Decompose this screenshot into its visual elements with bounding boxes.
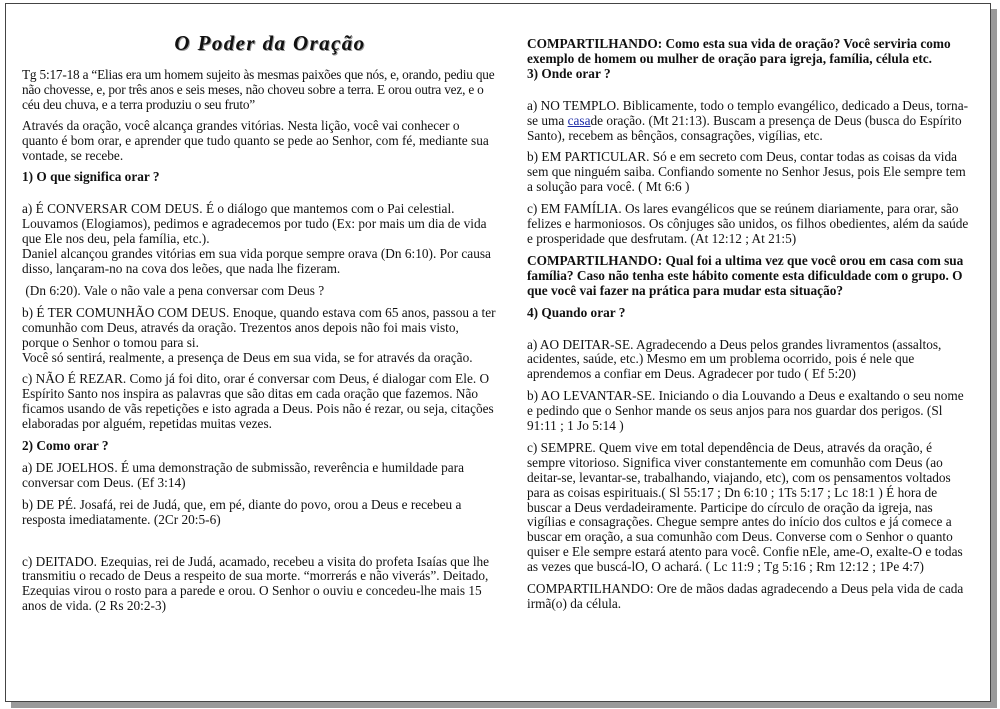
heading-what-is-prayer: 1) O que significa orar ? bbox=[22, 169, 160, 185]
intro-verse: Tg 5:17-18 a “Elias era um homem sujeito às mesmas paixões que nós, e, orando, pediu que não chovesse, e, por três anos e seis meses, não choveu sobre a terra. E orou outra vez, e o céu deu chuva, e a terra produziu o seu fruto” bbox=[22, 67, 495, 112]
document-title: O Poder da Oração bbox=[174, 31, 366, 55]
para-2c: c) DEITADO. Ezequias, rei de Judá, acamado, recebeu a visita do profeta Isaías que lhe transmitiu o recado de Deus a respeito de sua morte. “morrerás e não viverás”. Deitado, Ezequias virou o rosto para a parede e orou. O Senhor o ouviu e concedeu-lhe mais 15 anos de vida. (2 Rs 20:2-3) bbox=[22, 553, 490, 614]
para-2b: b) DE PÉ. Josafá, rei de Judá, que, em pé, diante do povo, orou a Deus e recebeu a resposta imediatamente. (2Cr 20:5-6) bbox=[22, 496, 462, 527]
para-3a bbox=[527, 99, 972, 144]
para-3a-start: a) NO TEMPLO. Biblicamente, todo o templo evangélico, dedicado a Deus, torna-se uma bbox=[527, 97, 969, 128]
para-1a: a) É CONVERSAR COM DEUS. É o diálogo que mantemos com o Pai celestial. Louvamos (Elogiamos), pedimos e agradecemos por tudo (Ex: por mais um dia de vida que Ele nos deu, pela família, etc.). bbox=[22, 201, 487, 247]
casa-link[interactable]: casa bbox=[567, 112, 591, 128]
share-2: COMPARTILHANDO: Qual foi a ultima vez que você orou em casa com sua família? Caso não tenha este hábito comente esta dificuldade com o grupo. O que você vai fazer na prática para mudar esta situação? bbox=[527, 252, 964, 298]
para-1c: c) NÃO É REZAR. Como já foi dito, orar é conversar com Deus, é dialogar com Ele. O Espírito Santo nos inspira as palavras que são ditas em cada oração que fazemos. Não ficamos usando de vãs repetições e isto agrada a Deus. Pois não é rezar, ou seja, citações elaboradas por alguém, repetidas muitas vezes. bbox=[22, 371, 494, 432]
para-3b: b) EM PARTICULAR. Só e em secreto com Deus, contar todas as coisas da vida sem que ninguém saiba. Confiando somente no Senhor Jesus, pois Ele sempre tem a solução para você. ( Mt 6:6 ) bbox=[527, 149, 966, 195]
para-2a: a) DE JOELHOS. É uma demonstração de submissão, reverência e humildade para conversar com Deus. (Ef 3:14) bbox=[22, 459, 464, 490]
left-column bbox=[22, 4, 498, 614]
right-column bbox=[527, 4, 972, 612]
para-1b-presence: Você só sentirá, realmente, a presença de Deus em sua vida, se for através da oração. bbox=[22, 349, 473, 365]
document-page bbox=[5, 3, 991, 702]
para-1a-daniel: Daniel alcançou grandes vitórias em sua vida porque sempre orava (Dn 6:10). Por causa disso, lançaram-no na cova dos leões, que nada lhe fizeram. bbox=[22, 246, 491, 276]
share-1: COMPARTILHANDO: Como esta sua vida de oração? Você serviria como exemplo de homem ou mulher de oração para igreja, família, célula etc. bbox=[527, 36, 951, 66]
para-1a-question: (Dn 6:20). Vale o não vale a pena conversar com Deus ? bbox=[22, 282, 325, 298]
para-4b: b) AO LEVANTAR-SE. Iniciando o dia Louvando a Deus e exaltando o seu nome e pedindo que o Senhor mande os seus anjos para nos guardar dos perigos. (Sl 91:11 ; 1 Jo 5:14 ) bbox=[527, 388, 964, 434]
para-4a: a) AO DEITAR-SE. Agradecendo a Deus pelos grandes livramentos (assaltos, acidentes, saúde, etc.) Mesmo em um problema ocorrido, pois é nele que aprendemos a confiar em Deus. Agradecer por tudo ( Ef 5:20) bbox=[527, 336, 942, 382]
para-1b: b) É TER COMUNHÃO COM DEUS. Enoque, quando estava com 65 anos, passou a ter comunhão com Deus, através da oração. Trezentos anos depois não foi mais visto, porque o Senhor o tomou para si. bbox=[22, 304, 496, 350]
share-3: COMPARTILHANDO: Ore de mãos dadas agradecendo a Deus pela vida de cada irmã(o) da célula. bbox=[527, 581, 964, 611]
para-4c: c) SEMPRE. Quem vive em total dependência de Deus, através da oração, é sempre vitorioso. Significa viver constantemente em comunhão com Deus (ao deitar-se, levantar-se, trabalhando, viajando, etc), com os pensamentos voltados para as coisas espirituais.( Sl 55:17 ; Dn 6:10 ; 1Ts 5:17 ; Lc 18:1 ) É hora de buscar a Deus verdadeiramente. Participe do círculo de oração da igreja, nas vigílias e consagrações. Chegue sempre antes do início dos cultos e já comece a buscar em oração, a sua comunhão com Deus. Converse com o Senhor o quanto quiser e Ele sempre estará atento para você. Confie nEle, ame-O, exalte-O e todas as vezes que buscá-lO, O achará. ( Lc 11:9 ; Tg 5:16 ; Rm 12:12 ; 1Pe 4:7) bbox=[527, 439, 963, 575]
para-3c: c) EM FAMÍLIA. Os lares evangélicos que se reúnem diariamente, para orar, são felizes e harmoniosos. Os cônjuges são unidos, os filhos obedientes, além da saúde e prosperidade que desfrutam. (At 12:12 ; At 21:5) bbox=[527, 201, 969, 246]
heading-how-to-pray: 2) Como orar ? bbox=[22, 438, 109, 454]
heading-where-to-pray: 3) Onde orar ? bbox=[527, 65, 611, 81]
intro-text: Através da oração, você alcança grandes vitórias. Nesta lição, você vai conhecer o quanto é bom orar, e aprender que tudo quanto se pede ao Senhor, com fé, mediante sua vontade, se recebe. bbox=[22, 117, 489, 163]
heading-when-to-pray: 4) Quando orar ? bbox=[527, 304, 626, 320]
para-3a-end: de oração. (Mt 21:13). Buscam a presença de Deus (busca do Espírito Santo), recebem as bênçãos, consagrações, vigílias, etc. bbox=[527, 112, 962, 143]
